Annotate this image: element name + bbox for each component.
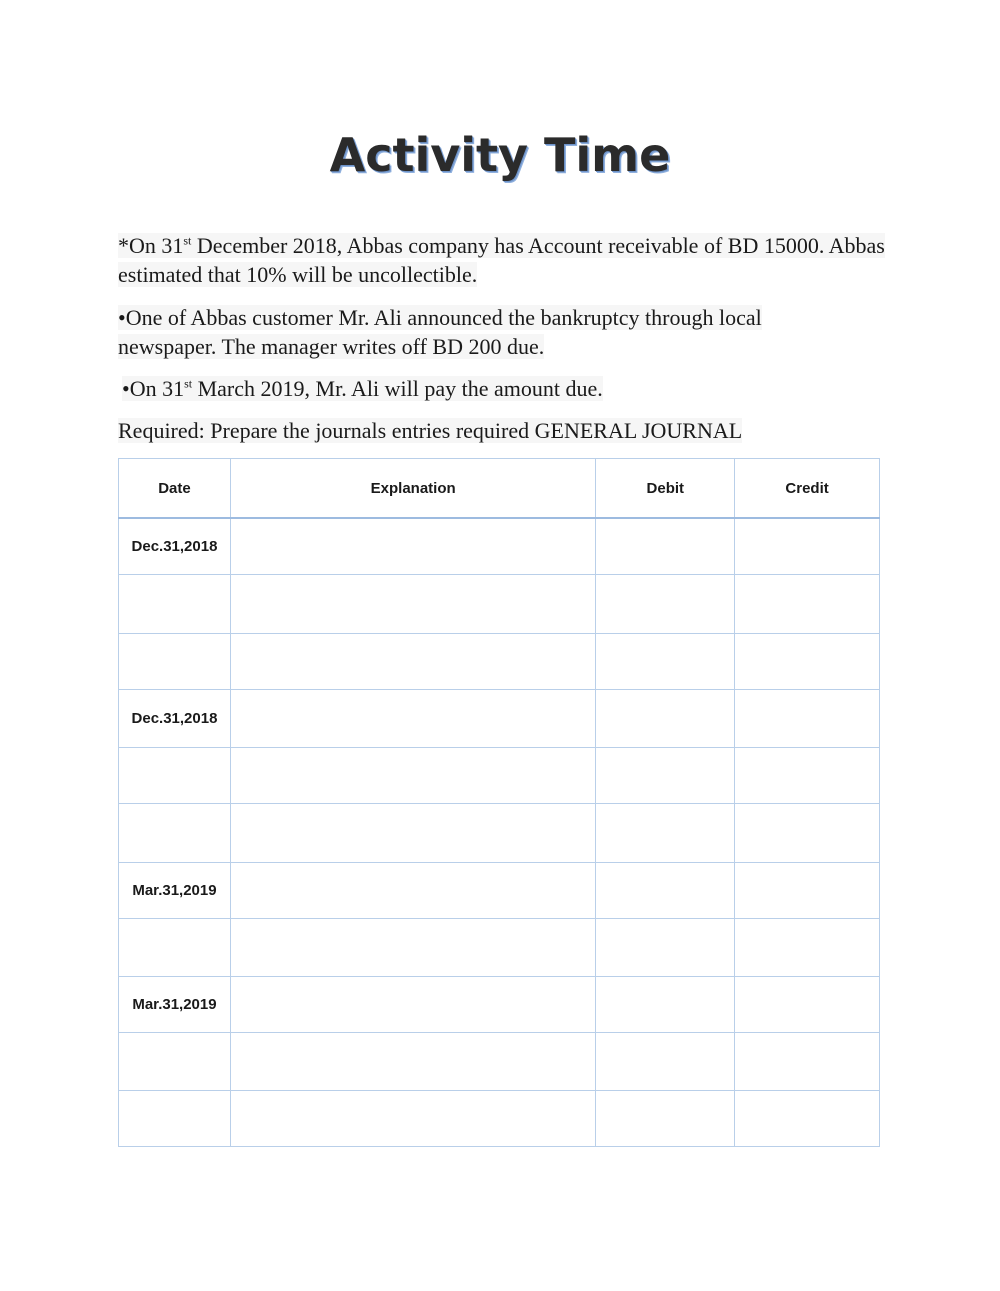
paragraph-allowance	[118, 231, 898, 289]
ordinal-suffix: st	[183, 233, 192, 248]
date-cell[interactable]	[119, 575, 231, 634]
date-cell[interactable]	[119, 1091, 231, 1147]
debit-cell[interactable]	[596, 804, 735, 863]
explanation-cell[interactable]	[230, 518, 595, 575]
debit-cell[interactable]	[596, 863, 735, 919]
date-cell: Mar.31,2019	[119, 977, 231, 1033]
credit-cell[interactable]	[735, 690, 880, 748]
credit-cell[interactable]	[735, 919, 880, 977]
table-header-row	[119, 459, 880, 519]
table-row	[119, 748, 880, 804]
explanation-cell[interactable]	[230, 1091, 595, 1147]
table-row	[119, 804, 880, 863]
credit-cell[interactable]	[735, 977, 880, 1033]
explanation-cell[interactable]	[230, 977, 595, 1033]
credit-cell[interactable]	[735, 863, 880, 919]
paragraph-write-off-text: One of Abbas customer Mr. Ali announced the bankruptcy through local newspaper. The manager writes off BD 200 due.	[118, 305, 762, 359]
credit-cell[interactable]	[735, 748, 880, 804]
credit-cell[interactable]	[735, 518, 880, 575]
general-journal-table	[118, 458, 880, 1147]
explanation-cell[interactable]	[230, 690, 595, 748]
paragraph-allowance-part-a: *On 31	[118, 233, 184, 258]
ordinal-suffix: st	[184, 376, 193, 391]
paragraph-required	[118, 416, 742, 445]
paragraph-allowance-part-b: December 2018, Abbas company has Account receivable of BD 15000. Abbas estimated that 10% will be uncollectible.	[118, 233, 885, 287]
credit-cell[interactable]	[735, 1033, 880, 1091]
credit-cell[interactable]	[735, 575, 880, 634]
debit-cell[interactable]	[596, 919, 735, 977]
table-row	[119, 634, 880, 690]
date-cell: Mar.31,2019	[119, 863, 231, 919]
paragraph-recovery-part-a: On 31	[129, 376, 185, 401]
date-cell[interactable]	[119, 748, 231, 804]
table-row	[119, 863, 880, 919]
debit-cell[interactable]	[596, 690, 735, 748]
debit-cell[interactable]	[596, 518, 735, 575]
debit-cell[interactable]	[596, 977, 735, 1033]
paragraph-recovery-part-b: March 2019, Mr. Ali will pay the amount due.	[192, 376, 603, 401]
explanation-cell[interactable]	[230, 575, 595, 634]
bullet-icon: •	[122, 376, 130, 401]
explanation-cell[interactable]	[230, 863, 595, 919]
explanation-cell[interactable]	[230, 919, 595, 977]
date-cell[interactable]	[119, 634, 231, 690]
table-row	[119, 690, 880, 748]
table-row	[119, 919, 880, 977]
column-header-explanation: Explanation	[230, 459, 595, 519]
table-row	[119, 1033, 880, 1091]
explanation-cell[interactable]	[230, 634, 595, 690]
debit-cell[interactable]	[596, 575, 735, 634]
credit-cell[interactable]	[735, 634, 880, 690]
debit-cell[interactable]	[596, 1091, 735, 1147]
table-row	[119, 1091, 880, 1147]
table-row	[119, 575, 880, 634]
date-cell[interactable]	[119, 804, 231, 863]
page-title: Activity Time	[329, 128, 671, 182]
column-header-debit: Debit	[596, 459, 735, 519]
table-row	[119, 977, 880, 1033]
paragraph-recovery	[122, 374, 603, 403]
explanation-cell[interactable]	[230, 748, 595, 804]
explanation-cell[interactable]	[230, 804, 595, 863]
date-cell[interactable]	[119, 1033, 231, 1091]
date-cell: Dec.31,2018	[119, 518, 231, 575]
date-cell: Dec.31,2018	[119, 690, 231, 748]
bullet-icon: •	[118, 305, 126, 330]
debit-cell[interactable]	[596, 634, 735, 690]
credit-cell[interactable]	[735, 804, 880, 863]
column-header-credit: Credit	[735, 459, 880, 519]
column-header-date: Date	[119, 459, 231, 519]
explanation-cell[interactable]	[230, 1033, 595, 1091]
credit-cell[interactable]	[735, 1091, 880, 1147]
table-row	[119, 518, 880, 575]
debit-cell[interactable]	[596, 1033, 735, 1091]
paragraph-write-off	[118, 303, 838, 361]
date-cell[interactable]	[119, 919, 231, 977]
debit-cell[interactable]	[596, 748, 735, 804]
paragraph-required-text: Required: Prepare the journals entries required GENERAL JOURNAL	[118, 418, 743, 443]
